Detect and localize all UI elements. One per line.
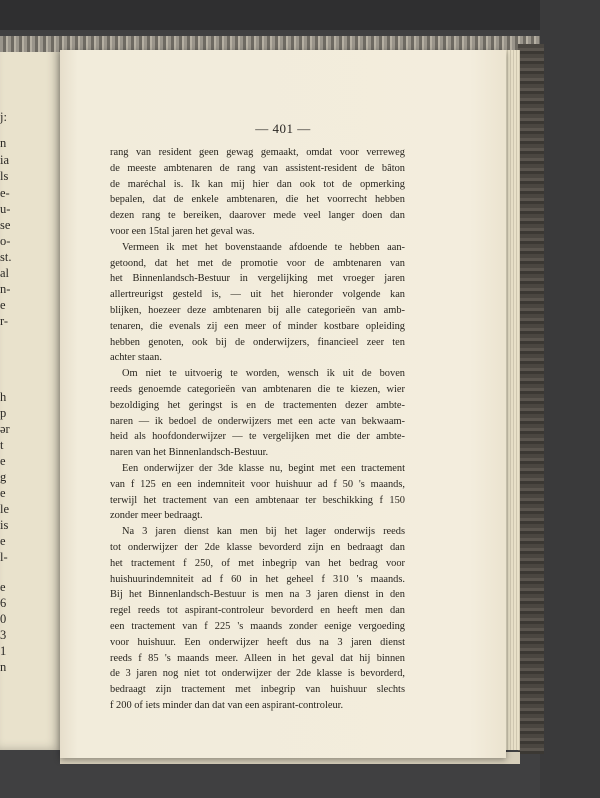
previous-page-fragment: h xyxy=(0,390,7,404)
text-line: tenaren, die evenals zij een meer of minder kostbare opleiding xyxy=(110,320,405,332)
text-line: getoond, dat het met de promotie voor de ambtenaren van xyxy=(110,257,405,269)
text-line: bezoldiging het geringst is en de tractementen dezer ambte- xyxy=(110,399,405,411)
previous-page-fragment: ls xyxy=(0,169,9,183)
scan-background-right xyxy=(540,0,600,798)
text-line: voor een 15tal jaren het geval was. xyxy=(110,225,255,237)
text-line: huishuurindemniteit ad f 60 in het geheel f 310 's maands. xyxy=(110,573,405,585)
previous-page-fragment: al xyxy=(0,266,10,280)
previous-page-fragment: t xyxy=(0,438,4,452)
text-line: regel reeds tot aspirant-controleur bevorderd en heeft men dan xyxy=(110,605,405,617)
previous-page-fragment: st. xyxy=(0,250,12,264)
text-line: rang van resident geen gewag gemaakt, omdat voor verreweg xyxy=(110,147,405,158)
previous-page-fragment: o- xyxy=(0,234,11,248)
scan-background-top xyxy=(0,0,600,30)
previous-page-fragment: e xyxy=(0,580,6,594)
text-line: voor huishuur. Een onderwijzer heeft dus na 3 jaren dienst xyxy=(110,636,405,648)
previous-page-fragment: g xyxy=(0,470,7,484)
text-line: tot onderwijzer der 2de klasse bevorderd zijn en bedraagt dan xyxy=(110,541,405,553)
previous-page-fragment: 1 xyxy=(0,644,7,658)
previous-page-fragment: ər xyxy=(0,422,10,436)
text-line: het tractement f 250, of met inbegrip van het bedrag voor xyxy=(110,557,405,569)
previous-page-fragment: n- xyxy=(0,282,11,296)
previous-page-fragment: e xyxy=(0,454,6,468)
text-line: allertreurigst gesteld is, — uit het hieronder volgende kan xyxy=(110,289,405,301)
previous-page-fragment: e xyxy=(0,298,6,312)
text-line: hebben genoten, ook bij de onderwijzers, financieel zeer ten xyxy=(110,336,405,348)
book-cover-edge xyxy=(518,44,544,754)
previous-page-fragment: 0 xyxy=(0,612,7,626)
previous-page-fragment: 3 xyxy=(0,628,7,642)
text-line: Een onderwijzer der 3de klasse nu, begint met een tractement xyxy=(122,462,405,474)
text-line: de meeste ambtenaren de rang van assistent-resident de bâton xyxy=(110,162,405,174)
text-line: een tractement van f 225 's maands zonder eenige vergoeding xyxy=(110,620,405,632)
text-line: Vermeen ik met het bovenstaande afdoende te hebben aan- xyxy=(122,241,405,253)
text-line: heid als hoofdonderwijzer — te vergelijken met die der ambte- xyxy=(110,431,405,443)
previous-page-fragment: n xyxy=(0,136,7,150)
text-line: Om niet te uitvoerig te worden, wensch ik uit de boven xyxy=(122,368,405,380)
previous-page-fragment: e xyxy=(0,534,6,548)
text-line: bedraagt zijn tractement met inbegrip van huishuur slechts xyxy=(110,684,405,696)
text-line: bepalen, dat de enkele ambtenaren, die het voorrecht hebben xyxy=(110,194,405,206)
page-number: — 401 — xyxy=(255,121,311,136)
previous-page-fragment: e xyxy=(0,486,6,500)
previous-page-edge xyxy=(0,40,62,750)
text-line: naren — ik bedoel de onderwijzers met een acte van bekwaam- xyxy=(110,415,405,427)
text-line: van f 125 en een indemniteit voor huishuur ad f 50 's maands, xyxy=(110,478,405,490)
text-line: blijken, hoezeer deze ambtenaren bij alle categorieën van amb- xyxy=(110,304,405,316)
previous-page-fragment: l- xyxy=(0,550,8,564)
text-line: dezen rang te bereiken, daarover mede veel langer doen dan xyxy=(110,210,405,222)
text-line: naren van het Binnenlandsch-Bestuur. xyxy=(110,447,269,459)
text-line: Bij het Binnenlandsch-Bestuur is men na 3 jaren dienst in den xyxy=(110,589,405,601)
text-line: de 3 jaren nog niet tot onderwijzer der 2de klasse is bevorderd, xyxy=(110,668,405,680)
body-text xyxy=(110,145,405,714)
text-line: het Binnenlandsch-Bestuur in vergelijking met vroeger jaren xyxy=(110,273,405,285)
previous-page-fragment: n xyxy=(0,660,7,674)
text-line: f 200 of iets minder dan dat van een aspirant-controleur. xyxy=(110,699,344,711)
text-line: de maréchal is. Ik kan mij hier dan ook tot de opmerking xyxy=(110,178,405,190)
text-line: reeds genoemde categorieën van ambtenaren die te kiezen, wier xyxy=(110,383,405,395)
previous-page-fragment: p xyxy=(0,406,7,420)
previous-page-fragment: ia xyxy=(0,153,10,167)
text-line: zonder meer bedraagt. xyxy=(110,510,203,522)
text-line: terwijl het tractement van een ambtenaar ter beschikking f 150 xyxy=(110,494,405,506)
text-line: achter staan. xyxy=(110,352,162,364)
previous-page-fragment: se xyxy=(0,218,11,232)
previous-page-fragment: r- xyxy=(0,314,9,328)
previous-page-fragment: j: xyxy=(0,110,7,124)
previous-page-fragment: is xyxy=(0,518,9,532)
text-line: Na 3 jaren dienst kan men bij het lager onderwijs reeds xyxy=(122,526,405,538)
previous-page-fragment: u- xyxy=(0,202,11,216)
previous-page-fragment: e- xyxy=(0,186,10,200)
text-line: reeds f 85 's maands meer. Alleen in het geval dat hij binnen xyxy=(110,652,405,664)
previous-page-fragment: le xyxy=(0,502,10,516)
previous-page-fragment: 6 xyxy=(0,596,7,610)
